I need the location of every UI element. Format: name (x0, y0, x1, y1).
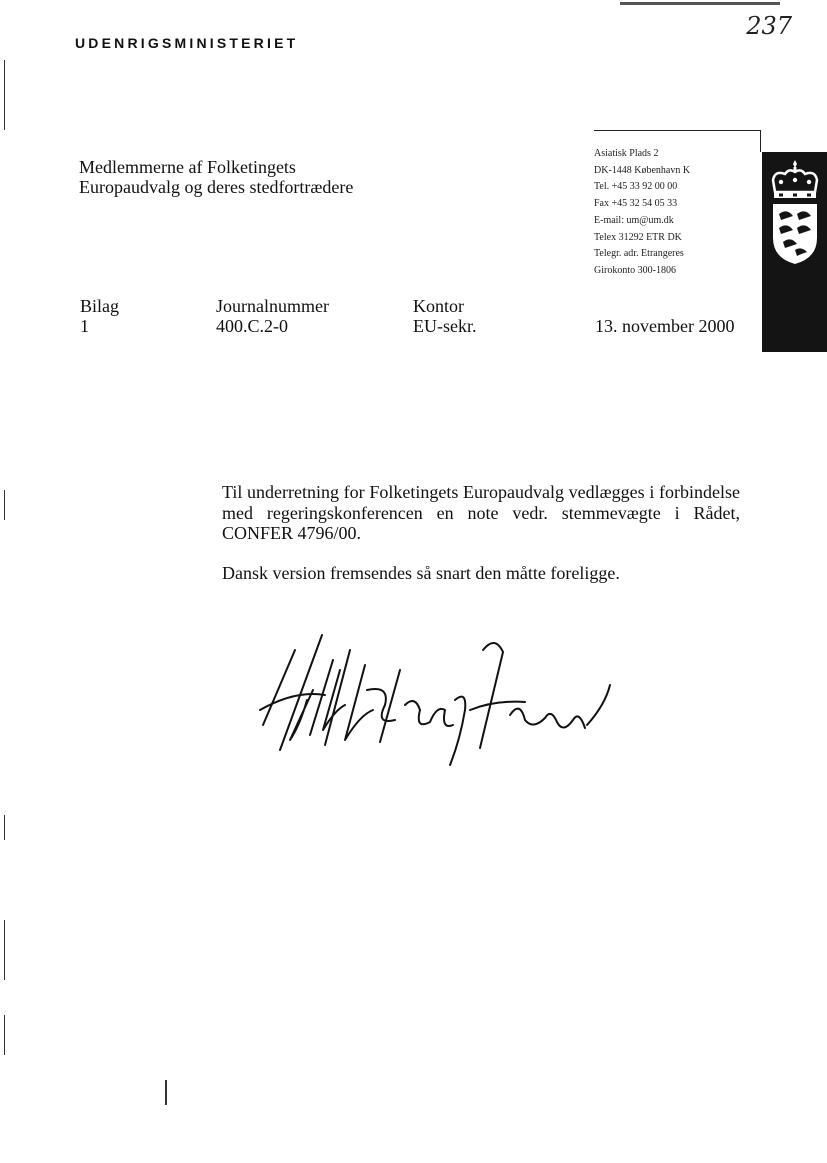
address-line: Telex 31292 ETR DK (594, 231, 682, 243)
body-paragraph: Dansk version fremsendes så snart den måtte foreligge. (222, 562, 620, 583)
recipient-line: Europaudvalg og deres stedfortrædere (79, 177, 354, 197)
scan-margin-mark (4, 1015, 5, 1055)
bilag-label: Bilag (80, 296, 119, 316)
address-line: Fax +45 32 54 05 33 (594, 198, 678, 210)
kontor-value: EU-sekr. (413, 316, 477, 336)
letter-body (222, 482, 740, 602)
scan-margin-mark (4, 815, 5, 840)
scan-edge-mark (620, 2, 780, 5)
scan-margin-mark (4, 490, 5, 520)
body-paragraph: Til underretning for Folketingets Europaudvalg vedlægges i forbindelse med regeringskonferencen en note vedr. stemmevægte i Rådet, CONFER 4796/00. (222, 482, 740, 543)
journal-label: Journalnummer (216, 296, 329, 316)
scan-margin-mark (4, 920, 5, 980)
letter-date: 13. november 2000 (595, 316, 735, 336)
handwritten-page-number: 237 (746, 12, 792, 40)
recipient-block (79, 157, 353, 197)
scan-margin-mark (4, 60, 5, 130)
address-block (594, 146, 690, 280)
address-rule (760, 130, 761, 152)
scan-margin-mark (165, 1080, 167, 1105)
address-line: DK-1448 København K (594, 164, 691, 176)
ministry-name: UDENRIGSMINISTERIET (75, 35, 299, 51)
address-line: Telegr. adr. Etrangeres (594, 248, 684, 260)
coat-of-arms-icon (767, 158, 823, 268)
address-rule (594, 130, 761, 131)
handwritten-signature (255, 630, 620, 770)
bilag-value: 1 (80, 316, 89, 336)
kontor-label: Kontor (413, 296, 464, 316)
address-line: Girokonto 300-1806 (594, 264, 676, 276)
address-line: Asiatisk Plads 2 (594, 148, 659, 159)
journal-value: 400.C.2-0 (216, 316, 288, 336)
address-line: E-mail: um@um.dk (594, 214, 674, 226)
recipient-line: Medlemmerne af Folketingets (79, 157, 296, 177)
address-line: Tel. +45 33 92 00 00 (594, 181, 678, 193)
